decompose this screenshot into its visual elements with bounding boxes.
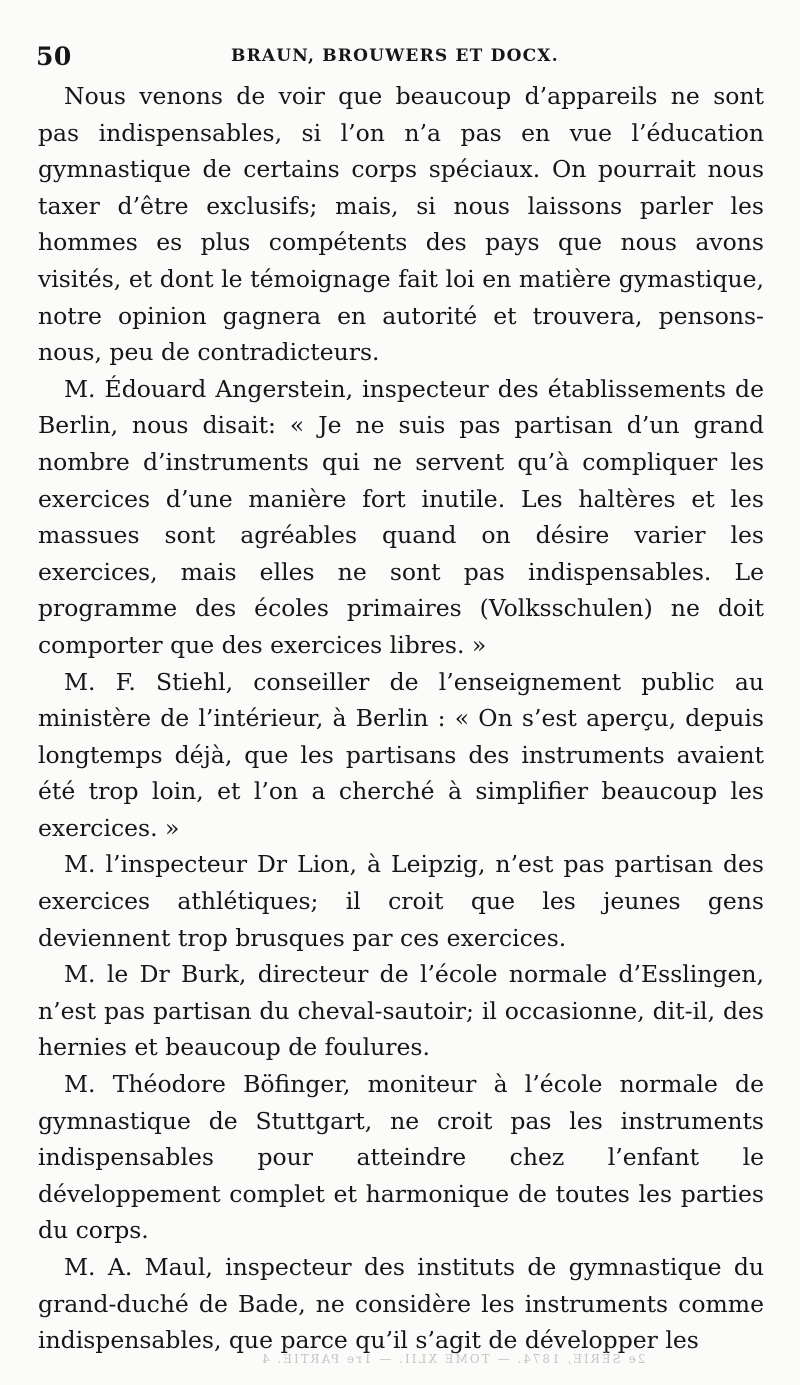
paragraph: M. l’inspecteur Dr Lion, à Leipzig, n’est pas partisan des exercices athlétiques; il croit que les jeunes gens deviennent trop brusques par ces exercices. <box>38 850 764 952</box>
page-number: 50 <box>36 42 72 71</box>
body-text <box>38 78 764 1359</box>
paragraph: M. Théodore Böfinger, moniteur à l’école normale de gymnastique de Stuttgart, ne croit pas les instruments indispensables pour atteindre chez l’enfant le développement complet et harmonique de toutes les parties du corps. <box>38 1070 764 1245</box>
paragraph: M. le Dr Burk, directeur de l’école normale d’Esslingen, n’est pas partisan du cheval-sautoir; il occasionne, dit-il, des hernies et beaucoup de foulures. <box>38 960 764 1062</box>
paragraph: M. Édouard Angerstein, inspecteur des établissements de Berlin, nous disait: « Je ne suis pas partisan d’un grand nombre d’instruments qui ne servent qu’à compliquer les exercices d’une manière fort inutile. Les haltères et les massues sont agréables quand on désire varier les exercices, mais elles ne sont pas indispensables. Le programme des écoles primaires (Volksschulen) ne doit comporter que des exercices libres. » <box>38 374 764 659</box>
paragraph: M. F. Stiehl, conseiller de l’enseignement public au ministère de l’intérieur, à Berlin : « On s’est aperçu, depuis longtemps déjà, que les partisans des instruments avaient été trop loin, et l’on a cherché à simplifier beaucoup les exercices. » <box>38 667 764 842</box>
footer-showthrough: 2e SÉRIE, 1874. — TOME XLII. — 1re PARTIE. 4 <box>260 1352 646 1366</box>
paragraph: Nous venons de voir que beaucoup d’appareils ne sont pas indispensables, si l’on n’a pas en vue l’éducation gymnastique de certains corps spéciaux. On pourrait nous taxer d’être exclusifs; mais, si nous laissons parler les hommes es plus compétents des pays que nous avons visités, et dont le témoignage fait loi en matière gymastique, notre opinion gagnera en autorité et trouvera, pensons-nous, peu de contradicteurs. <box>38 82 764 367</box>
paragraph: M. A. Maul, inspecteur des instituts de gymnastique du grand-duché de Bade, ne considère les instruments comme indispensables, que parce qu’il s’agit de développer les <box>38 1253 764 1355</box>
page-header <box>36 42 766 78</box>
running-head: BRAUN, BROUWERS ET DOCX. <box>231 46 559 66</box>
